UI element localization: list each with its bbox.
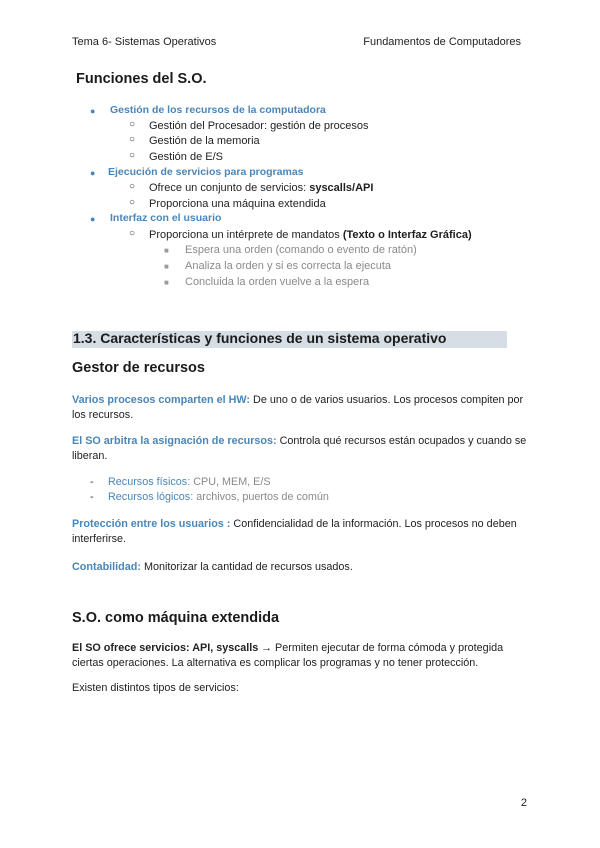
- funciones-item-3-subsub-2: Analiza la orden y si es correcta la ejecuta: [185, 260, 392, 272]
- maquina-title: S.O. como máquina extendida: [72, 610, 280, 626]
- bullet-circle-icon: ○: [129, 228, 136, 239]
- bullet-circle-icon: ○: [129, 134, 136, 145]
- funciones-item-2: Ejecución de servicios para programas: [108, 166, 304, 178]
- header-right: Fundamentos de Computadores: [363, 36, 521, 48]
- bullet-dot-icon: ●: [90, 168, 96, 178]
- bullet-dot-icon: ●: [90, 106, 96, 116]
- funciones-item-3-subsub-1: Espera una orden (comando o evento de ratón): [185, 244, 417, 256]
- gestor-title: Gestor de recursos: [72, 360, 205, 376]
- bullet-square-icon: ■: [164, 246, 169, 255]
- dash-bullet: -: [90, 476, 94, 488]
- bullet-circle-icon: ○: [129, 119, 136, 130]
- funciones-item-2-sub-1: Ofrece un conjunto de servicios: syscalls/API: [149, 182, 374, 194]
- bullet-circle-icon: ○: [129, 150, 136, 161]
- dash-bullet: -: [90, 491, 94, 503]
- maquina-paragraph-1: El SO ofrece servicios: API, syscalls → Permiten ejecutar de forma cómoda y protegida ciertas operaciones. La alternativa es complicar los programas y no tener protección.: [72, 642, 504, 669]
- page-number: 2: [520, 797, 527, 809]
- bullet-circle-icon: ○: [129, 181, 136, 192]
- funciones-item-3-subsub-3: Concluida la orden vuelve a la espera: [185, 276, 370, 288]
- funciones-item-1-sub-2: Gestión de la memoria: [149, 135, 260, 147]
- gestor-paragraph-4: Contabilidad: Monitorizar la cantidad de recursos usados.: [72, 561, 353, 573]
- bullet-dot-icon: ●: [90, 214, 96, 224]
- gestor-paragraph-2: El SO arbitra la asignación de recursos: Controla qué recursos están ocupados y cuando se liberan.: [72, 435, 527, 462]
- funciones-item-1-sub-1: Gestión del Procesador: gestión de procesos: [149, 120, 369, 132]
- gestor-list-item-1: Recursos físicos: CPU, MEM, E/S: [108, 476, 271, 488]
- funciones-item-2-sub-2: Proporciona una máquina extendida: [149, 198, 326, 210]
- gestor-paragraph-1: Varios procesos comparten el HW: De uno o de varios usuarios. Los procesos compiten por los recursos.: [72, 394, 524, 421]
- maquina-paragraph-2: Existen distintos tipos de servicios:: [72, 682, 239, 694]
- bullet-circle-icon: ○: [129, 197, 136, 208]
- section-title: 1.3. Características y funciones de un sistema operativo: [73, 330, 447, 346]
- gestor-paragraph-3: Protección entre los usuarios : Confidencialidad de la información. Los procesos no deben interferirse.: [72, 518, 517, 545]
- funciones-item-1-sub-3: Gestión de E/S: [149, 151, 223, 163]
- funciones-item-3-sub-1: Proporciona un intérprete de mandatos (Texto o Interfaz Gráfica): [149, 229, 472, 241]
- bullet-square-icon: ■: [164, 262, 169, 271]
- bullet-square-icon: ■: [164, 278, 169, 287]
- gestor-list-item-2: Recursos lógicos: archivos, puertos de común: [108, 491, 329, 503]
- funciones-title: Funciones del S.O.: [76, 71, 207, 87]
- funciones-item-3: Interfaz con el usuario: [110, 212, 222, 224]
- funciones-item-1: Gestión de los recursos de la computadora: [110, 104, 326, 116]
- header-left: Tema 6- Sistemas Operativos: [72, 36, 217, 48]
